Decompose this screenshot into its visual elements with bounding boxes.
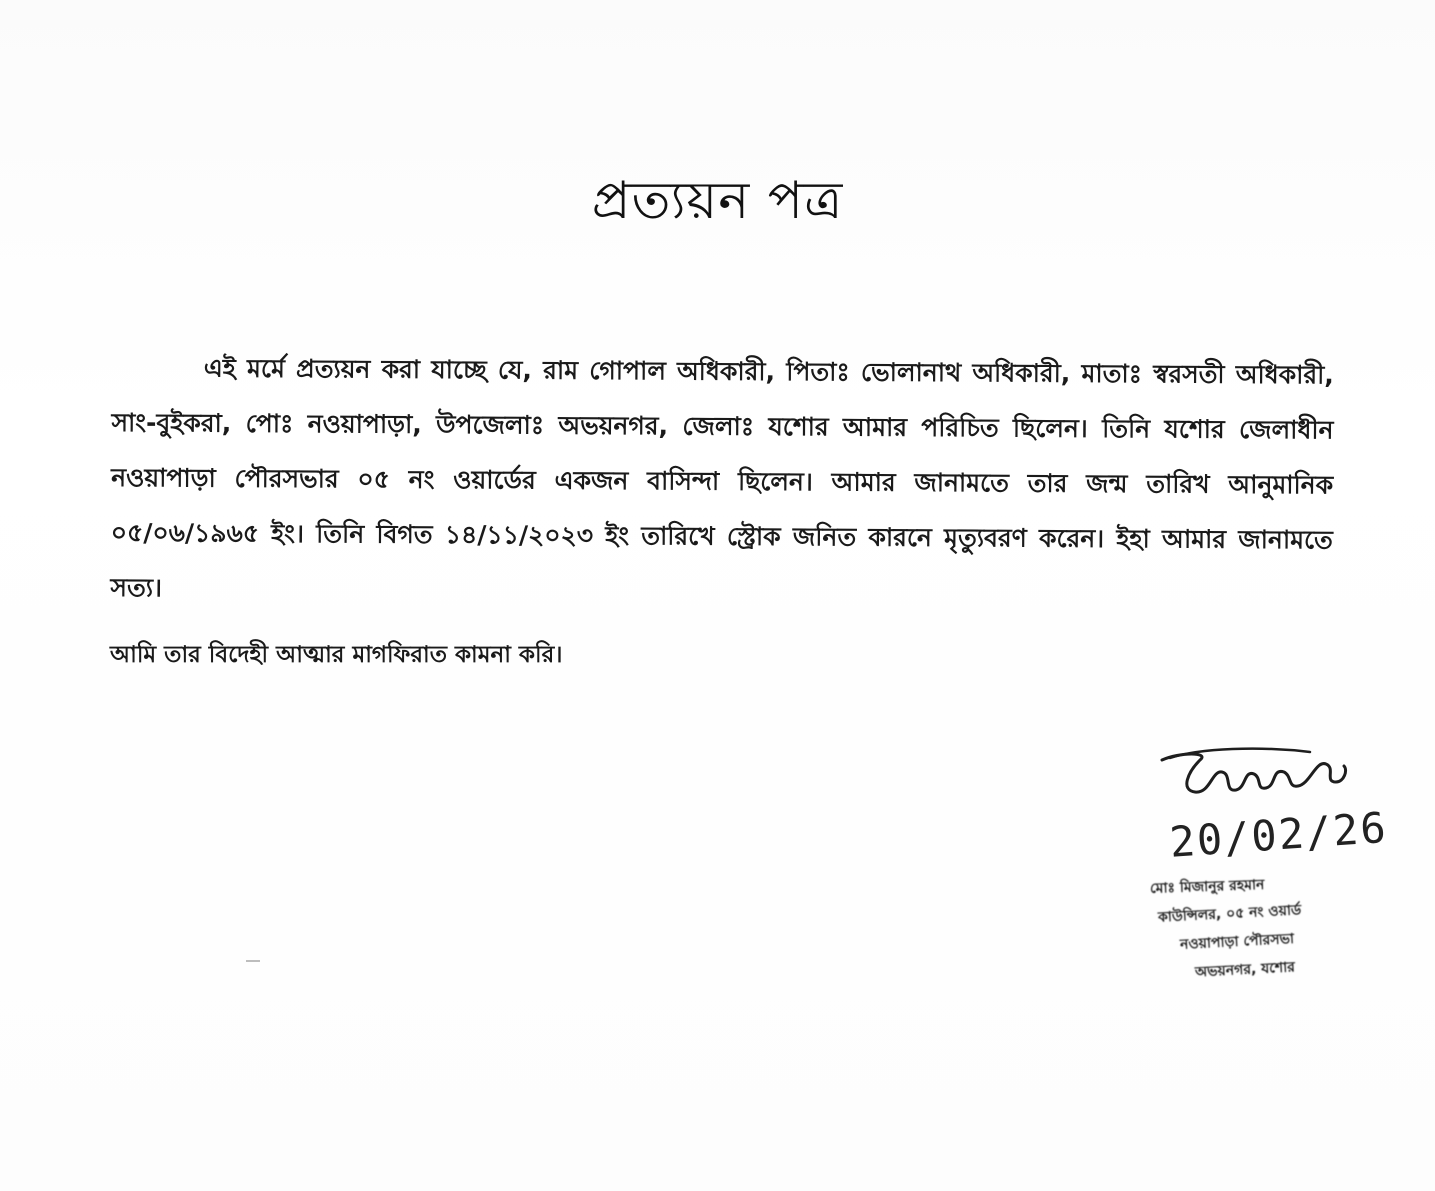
document-title: প্রত্যয়ন পত্র [591, 171, 844, 231]
handwritten-signature [1140, 730, 1430, 820]
stamp-location: অভয়নগর, যশোর [1194, 959, 1296, 981]
certificate-body: এই মর্মে প্রত্যয়ন করা যাচ্ছে যে, রাম গোপাল অধিকারী, পিতাঃ ভোলানাথ অধিকারী, মাতাঃ স্বরসতী অধিকারী, সাং-বুইকরা, পোঃ নওয়াপাড়া, উপজেলাঃ অভয়নগর, জেলাঃ যশোর আমার পরিচিত ছিলেন। তিনি যশোর জেলাধীন নওয়াপাড়া পৌরসভার ০৫ নং ওয়ার্ডের একজন বাসিন্দা ছিলেন। আমার জানামতে তার জন্ম তারিখ আনুমানিক ০৫/০৬/১৯৬৫ ইং। তিনি বিগত ১৪/১১/২০২৩ ইং তারিখে স্ট্রোক জনিত কারনে মৃত্যুবরণ করেন। ইহা আমার জানামতে সত্য। [110, 353, 1334, 603]
signature-block [1140, 730, 1430, 1000]
stamp-name: মোঃ মিজানুর রহমান [1149, 877, 1265, 897]
closing-line: আমি তার বিদেহী আত্মার মাগফিরাত কামনা করি। [110, 642, 563, 668]
stamp-office: নওয়াপাড়া পৌরসভা [1179, 931, 1295, 953]
stamp-designation: কাউন্সিলর, ০৫ নং ওয়ার্ড [1157, 902, 1302, 926]
paper-speck [246, 960, 260, 962]
signature-date: 20/02/26 [1168, 802, 1390, 867]
